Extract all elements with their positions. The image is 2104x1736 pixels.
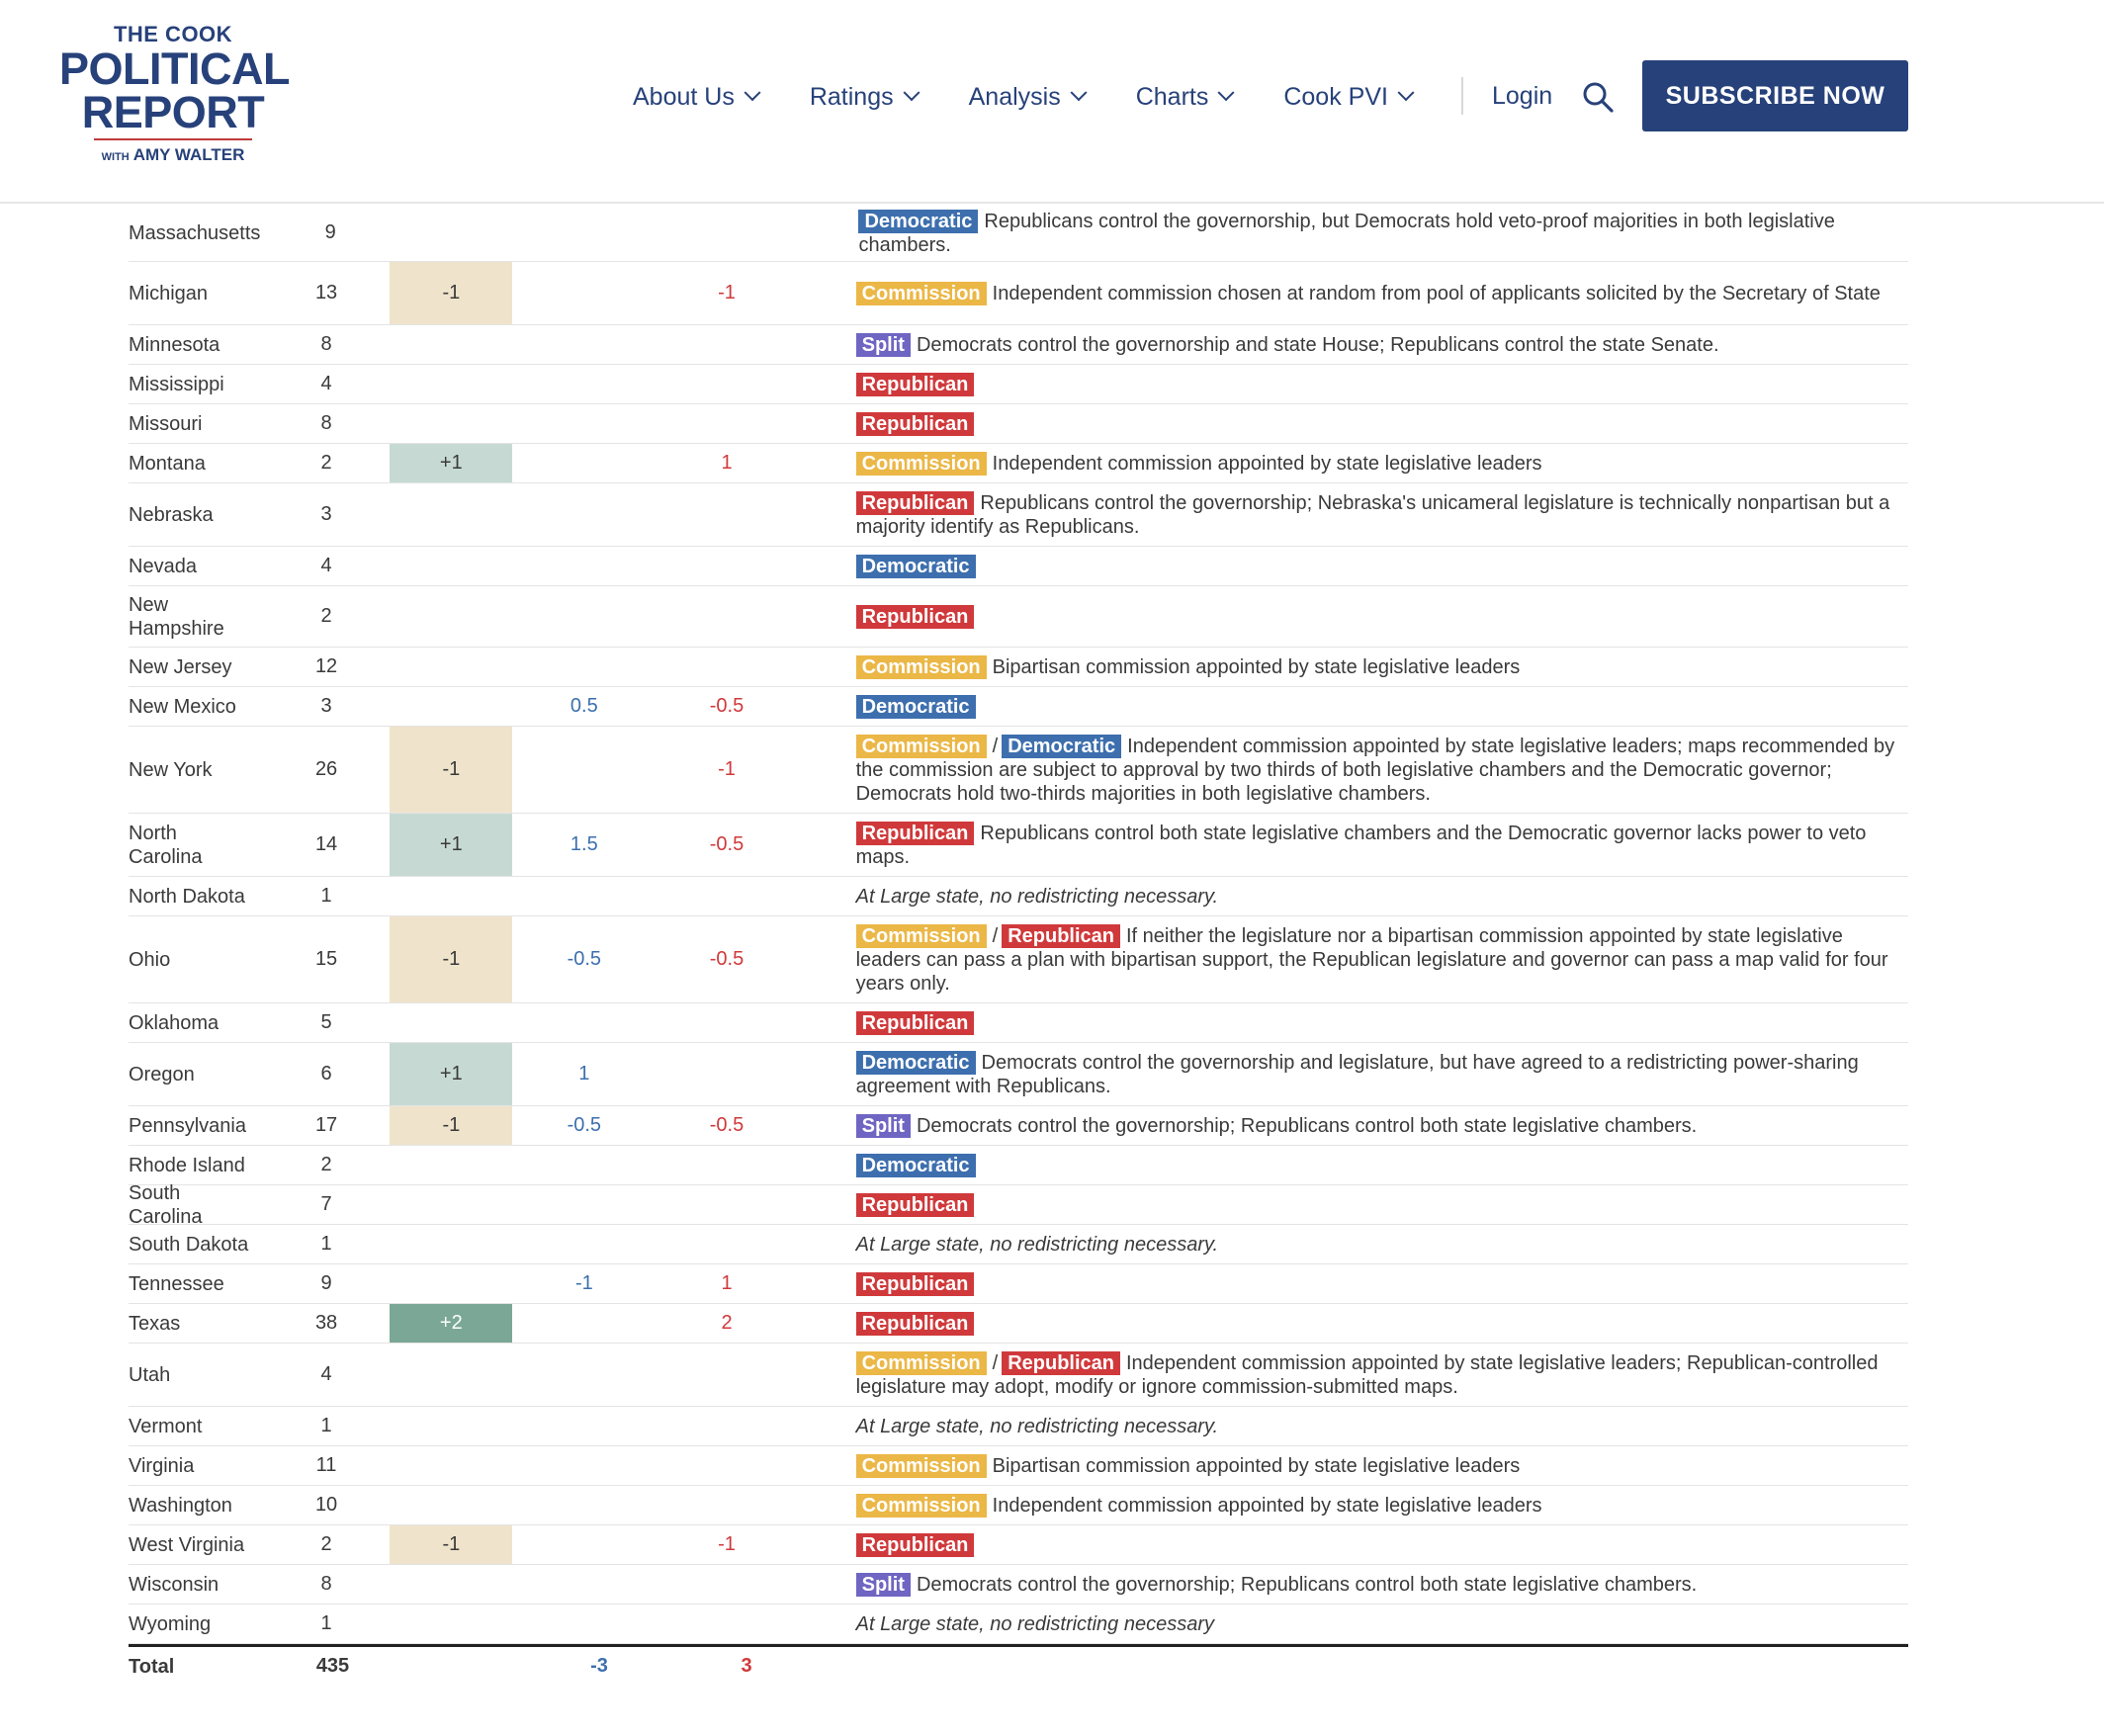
nav-label: Analysis [968,82,1061,111]
redistricting-control [856,1186,1908,1224]
redistricting-control [856,366,1908,403]
control-badge: Commission [856,282,987,305]
control-badge: Commission [856,1454,987,1478]
redistricting-control [856,1107,1908,1145]
nav-about-us[interactable] [633,83,758,112]
state-name: Missouri [129,412,203,435]
seat-count: 8 [320,1573,332,1595]
state-name: West Virginia [129,1533,245,1556]
control-description: At Large state, no redistricting necessary. [855,885,1219,908]
redistricting-control [856,1408,1908,1445]
seat-count: 9 [324,221,336,243]
redistricting-control [856,878,1908,915]
nav-label: Cook PVI [1283,82,1388,111]
table-row [129,1525,1908,1565]
site-header [0,0,2104,204]
seat-count: 38 [314,1312,338,1334]
seat-count: 1 [320,1612,332,1634]
rep-shift: -0.5 [709,1114,745,1136]
table-row [129,1407,1908,1446]
dem-shift: -1 [574,1272,593,1294]
redistricting-control [856,445,1908,482]
control-badge: Commission [856,1494,987,1518]
state-name: New Jersey [129,655,232,678]
seat-count: 8 [320,412,332,434]
nav-label: Charts [1135,82,1209,111]
control-badge: Democratic [856,1154,976,1177]
redistricting-table [129,205,1908,1686]
logo-line-1: THE COOK [113,22,233,46]
state-name: Nevada [129,555,197,577]
control-badge: Split [856,1114,911,1138]
rep-shift: -1 [718,282,736,304]
state-name: Oklahoma [129,1011,219,1034]
seat-change: +1 [390,1043,512,1105]
chevron-down-icon [1218,84,1235,101]
control-badge: Republican [856,1312,975,1336]
seat-change: -1 [390,916,512,1002]
rep-shift: -0.5 [709,695,745,717]
seat-change: -1 [390,727,512,813]
seat-change [390,1003,512,1042]
nav-label: About Us [633,82,735,111]
table-row [129,1605,1908,1644]
table-row [129,1565,1908,1605]
redistricting-control [856,548,1908,585]
control-badge: Republican [1002,1351,1120,1375]
badge-separator: / [992,735,999,757]
nav-label: Ratings [809,82,894,111]
table-row [129,1446,1908,1486]
seat-change [390,648,512,686]
nav-divider [1461,77,1463,115]
logo-line-4 [59,146,287,166]
total-row [129,1644,1908,1686]
state-name: Michigan [129,282,209,304]
chevron-down-icon [903,84,920,101]
control-description: Republicans control the governorship, but Democrats hold veto-proof majorities in both legislative chambers. [858,210,1835,256]
control-description: Republicans control the governorship; Nebraska's unicameral legislature is technically nonpartisan but a majority identify as Republicans. [855,491,1890,538]
table-row [129,1264,1908,1304]
redistricting-control [856,1044,1908,1105]
nav-ratings[interactable] [810,83,918,112]
table-row [129,916,1908,1003]
table-row [129,325,1908,365]
badge-separator: / [992,1351,999,1374]
logo-author: AMY WALTER [132,145,245,164]
control-description: Democrats control the governorship; Republicans control both state legislative chambers. [916,1114,1698,1137]
table-row [129,727,1908,814]
seat-change: -1 [390,1525,512,1564]
table-row [129,1003,1908,1043]
state-name: Pennsylvania [129,1114,246,1137]
seat-count: 3 [320,503,332,525]
seat-change: -1 [390,262,512,324]
seat-count: 12 [314,655,338,677]
redistricting-control [856,484,1908,546]
seat-count: 15 [314,948,338,970]
control-badge: Democratic [858,210,978,233]
control-description: Independent commission appointed by state legislative leaders; maps recommended by the commission are subject to approval by two thirds of both legislative chambers and the Democratic governor; Democrats hold two-thirds majorities in both legislative chambers. [855,735,1895,805]
state-name: Washington [129,1494,232,1517]
state-name: Utah [129,1363,171,1386]
control-description: At Large state, no redistricting necessary [855,1612,1215,1635]
control-description: Independent commission appointed by state legislative leaders; Republican-controlled legislature may adopt, modify or ignore commission-submitted maps. [855,1351,1879,1398]
rep-shift: -0.5 [709,833,745,855]
control-badge: Split [856,1573,911,1597]
redistricting-control [856,1447,1908,1485]
redistricting-control [856,815,1908,876]
seat-count: 10 [314,1494,338,1516]
control-description: Democrats control the governorship and state House; Republicans control the state Senate. [916,333,1719,356]
redistricting-control [856,275,1908,312]
state-name: Rhode Island [129,1154,245,1176]
seat-change: +1 [390,444,512,482]
table-row [129,1344,1908,1407]
seat-change [390,365,512,403]
control-badge: Commission [856,735,987,758]
table-row [129,1304,1908,1344]
table-row [129,687,1908,727]
control-description: Democrats control the governorship; Republicans control both state legislative chambers. [916,1573,1698,1596]
state-name: South Dakota [129,1233,249,1256]
dem-shift: 1.5 [570,833,598,855]
seat-count: 1 [320,1233,332,1255]
state-name: Wyoming [129,1612,212,1635]
redistricting-control [856,1487,1908,1524]
table-row [129,404,1908,444]
table-row [129,365,1908,404]
seat-count: 26 [314,758,338,780]
seat-count: 5 [320,1011,332,1033]
redistricting-control [856,1226,1908,1263]
seat-count: 14 [314,833,338,855]
logo-line-2: POLITICAL [59,43,290,94]
state-name: North Dakota [129,885,245,908]
seat-count: 4 [320,373,332,394]
state-name: Massachusetts [129,221,261,244]
rep-shift: -1 [718,758,736,780]
rep-shift: 1 [721,452,733,474]
control-description: Bipartisan commission appointed by state legislative leaders [992,655,1521,678]
table-row [129,262,1908,325]
rep-shift: 1 [721,1272,733,1294]
control-badge: Republican [856,491,975,515]
table-row [129,1106,1908,1146]
redistricting-control [856,688,1908,726]
redistricting-control [856,1004,1908,1042]
seat-count: 4 [320,555,332,576]
seat-change [390,547,512,585]
redistricting-control [856,1147,1908,1184]
redistricting-control [856,1566,1908,1604]
seat-count: 2 [320,605,332,627]
control-description: Independent commission appointed by state legislative leaders [992,452,1542,475]
total-dem-shift: -3 [590,1655,608,1677]
control-badge: Split [856,333,911,357]
state-name: Vermont [129,1415,203,1437]
chevron-down-icon [744,84,760,101]
control-description: Bipartisan commission appointed by state legislative leaders [992,1454,1521,1477]
seat-change [390,1605,512,1643]
control-badge: Republican [856,412,975,436]
redistricting-control [858,203,1908,264]
seat-count: 2 [320,1154,332,1175]
seat-change: +1 [390,814,512,876]
redistricting-control [856,649,1908,686]
control-description: Republicans control both state legislative chambers and the Democratic governor lacks power to veto maps. [855,822,1867,868]
site-logo[interactable] [59,22,290,166]
redistricting-control [856,326,1908,364]
dem-shift: 0.5 [570,695,598,717]
seat-change [394,205,516,261]
table-row [129,1181,1908,1228]
subscribe-button[interactable]: SUBSCRIBE NOW [1642,60,1908,131]
state-name: New York [129,758,213,781]
badge-separator: / [992,924,999,947]
control-badge: Republican [856,822,975,845]
state-name: Ohio [129,948,171,971]
rep-shift: -1 [718,1533,736,1555]
dem-shift: -0.5 [567,1114,602,1136]
total-rep-shift: 3 [741,1655,752,1677]
table-row [129,586,1908,648]
seat-count: 2 [320,1533,332,1555]
control-badge: Democratic [856,1051,976,1075]
state-name: Nebraska [129,503,214,526]
seat-change [390,404,512,443]
redistricting-control [856,405,1908,443]
nav-charts[interactable] [1136,83,1233,112]
chevron-down-icon [1397,84,1414,101]
state-name: Oregon [129,1063,195,1085]
control-badge: Democratic [856,555,976,578]
seat-count: 4 [320,1363,332,1385]
total-seats: 435 [315,1655,350,1677]
redistricting-control [856,1345,1908,1406]
state-name: Montana [129,452,206,475]
seat-count: 11 [315,1454,337,1476]
logo-with: WITH [101,151,130,163]
table-row [129,547,1908,586]
table-row [129,648,1908,687]
control-badge: Commission [856,452,987,476]
seat-change [390,325,512,364]
table-row [129,1043,1908,1106]
seat-count: 9 [320,1272,332,1294]
table-row [129,1146,1908,1185]
table-row [129,444,1908,483]
control-badge: Republican [1002,924,1120,948]
logo-line-3: REPORT [81,87,265,137]
chevron-down-icon [1070,84,1087,101]
dem-shift: -0.5 [567,948,602,970]
table-row [129,205,1908,262]
seat-count: 6 [320,1063,332,1085]
control-badge: Commission [856,1351,987,1375]
nav-analysis[interactable] [969,83,1085,112]
search-icon[interactable] [1582,81,1614,113]
seat-count: 17 [314,1114,338,1136]
nav-cook-pvi[interactable] [1283,83,1412,112]
seat-count: 2 [320,452,332,474]
seat-count: 8 [320,333,332,355]
control-badge: Commission [856,924,987,948]
control-description: Independent commission chosen at random from pool of applicants solicited by the Secretary of State [992,282,1881,304]
logo-rule [94,138,252,140]
state-name: Minnesota [129,333,220,356]
total-label: Total [129,1655,175,1678]
control-description: Democrats control the governorship and legislature, but have agreed to a redistricting power-sharing agreement with Republicans. [855,1051,1859,1097]
seat-change [390,483,512,546]
redistricting-control [856,728,1908,813]
control-description: At Large state, no redistricting necessary. [855,1233,1219,1256]
control-badge: Republican [856,373,975,396]
seat-change [390,1264,512,1303]
rep-shift: -0.5 [709,948,745,970]
seat-change [390,1565,512,1604]
state-name: Mississippi [129,373,224,395]
redistricting-control [856,917,1908,1002]
control-badge: Democratic [856,695,976,719]
seat-change [390,586,512,647]
seat-count: 1 [320,885,332,907]
rep-shift: 2 [721,1312,733,1334]
state-name: Virginia [129,1454,195,1477]
state-name: Texas [129,1312,181,1335]
control-badge: Republican [856,1011,975,1035]
state-name: South Carolina [129,1181,203,1228]
state-name: New Hampshire [129,593,224,640]
control-badge: Commission [856,655,987,679]
seat-count: 1 [320,1415,332,1436]
seat-change [390,1407,512,1445]
table-row [129,814,1908,877]
redistricting-control [856,1305,1908,1343]
redistricting-control [856,1265,1908,1303]
seat-count: 3 [320,695,332,717]
main-nav [633,67,1463,127]
login-link[interactable]: Login [1492,82,1553,110]
control-badge: Republican [856,1193,975,1217]
seat-change [390,1225,512,1263]
seat-change: -1 [390,1106,512,1145]
state-name: North Carolina [129,822,203,868]
control-badge: Democratic [1002,735,1121,758]
state-name: New Mexico [129,695,236,718]
seat-change: +2 [390,1304,512,1343]
control-description: If neither the legislature nor a bipartisan commission appointed by state legislative leaders can pass a plan with bipartisan support, the Republican legislature and governor can pass a map valid for four years only. [855,924,1888,995]
redistricting-control [856,1606,1908,1643]
control-description: Independent commission appointed by state legislative leaders [992,1494,1542,1517]
seat-change [390,877,512,915]
table-row [129,1486,1908,1525]
dem-shift: 1 [578,1063,590,1085]
seat-change [390,687,512,726]
table-row [129,877,1908,916]
control-badge: Republican [856,605,975,629]
table-row [129,1225,1908,1264]
seat-change [390,1344,512,1406]
seat-count: 7 [320,1193,332,1215]
seat-change [390,1486,512,1524]
control-badge: Republican [856,1272,975,1296]
state-name: Tennessee [129,1272,224,1295]
state-name: Wisconsin [129,1573,219,1596]
table-row [129,483,1908,547]
seat-change [390,1446,512,1485]
seat-change [390,1185,512,1224]
seat-change [390,1146,512,1184]
control-badge: Republican [856,1533,975,1557]
seat-count: 13 [314,282,338,304]
control-description: At Large state, no redistricting necessary. [855,1415,1219,1437]
redistricting-control [856,1526,1908,1564]
redistricting-control [856,598,1908,636]
